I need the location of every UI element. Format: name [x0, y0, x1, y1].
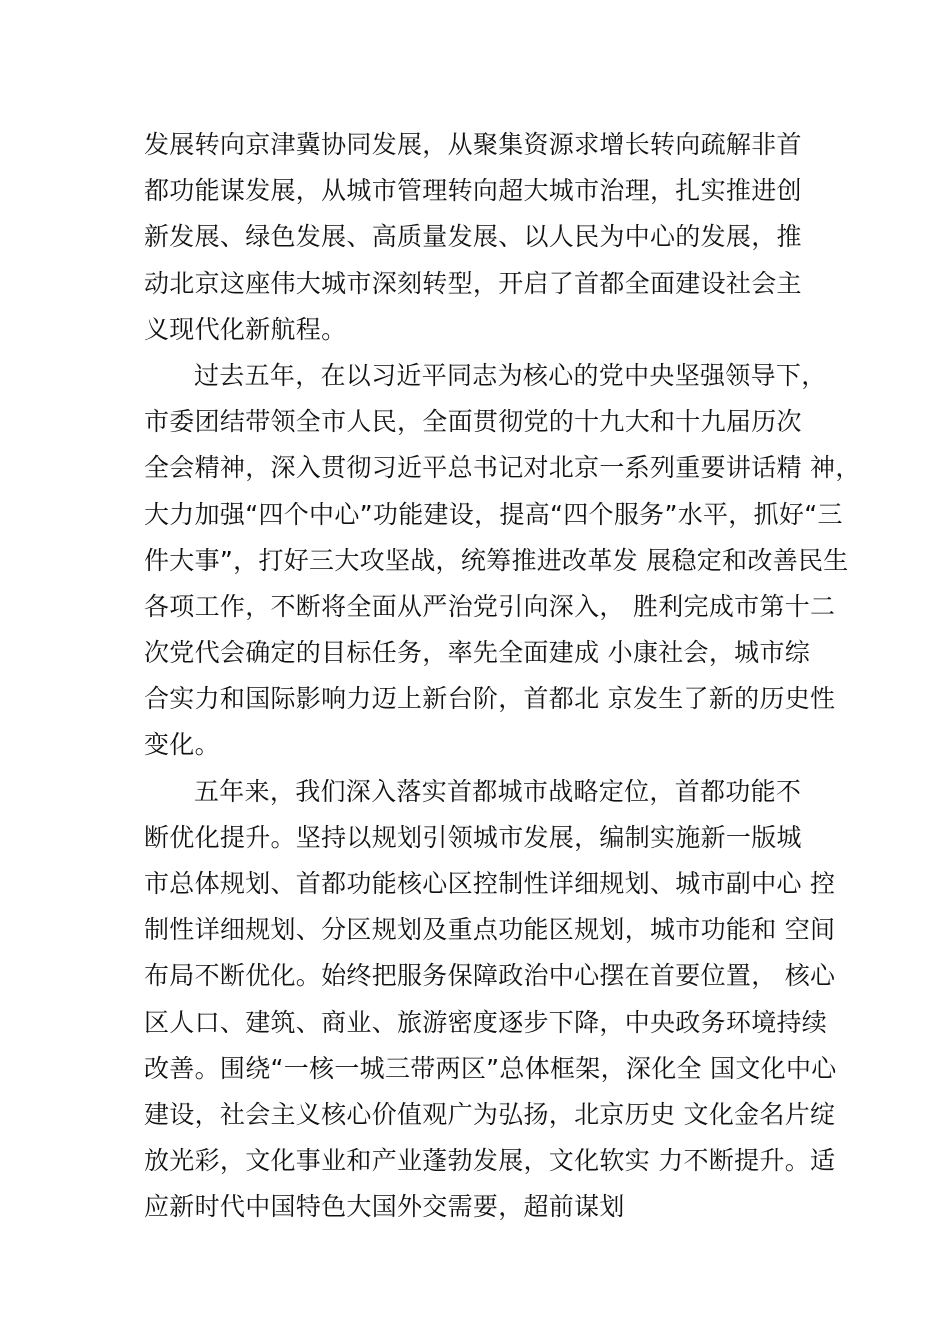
text-line: 发展转向京津冀协同发展，从聚集资源求增长转向疏解非首 — [144, 130, 802, 159]
text-line: 布局不断优化。始终把服务保障政治中心摆在首要位置， 核心 — [144, 961, 836, 991]
text-line: 断优化提升。坚持以规划引领城市发展，编制实施新一版城 — [144, 822, 802, 852]
paragraph-first-line: 过去五年，在以习近平同志为核心的党中央坚强领导下， — [194, 360, 827, 390]
text-line: 合实力和国际影响力迈上新台阶，首都北 京发生了新的历史性 — [144, 684, 836, 714]
text-line: 新发展、绿色发展、高质量发展、以人民为中心的发展，推 — [144, 222, 802, 252]
text-line: 区人口、建筑、商业、旅游密度逐步下降，中央政务环境持续 — [144, 1007, 828, 1037]
text-line: 变化。 — [144, 730, 220, 760]
paragraph-first-line: 五年来，我们深入落实首都城市战略定位，首都功能不 — [194, 776, 802, 806]
text-line: 市总体规划、首都功能核心区控制性详细规划、城市副中心 控 — [144, 869, 836, 898]
text-line: 次党代会确定的目标任务，率先全面建成 小康社会，城市综 — [144, 638, 811, 668]
text-line: 应新时代中国特色大国外交需要，超前谋划 — [144, 1192, 625, 1222]
text-line: 各项工作，不断将全面从严治党引向深入， 胜利完成市第十二 — [144, 591, 836, 621]
text-line: 改善。围绕“一核一城三带两区”总体框架，深化全 国文化中心 — [144, 1053, 837, 1083]
text-line: 都功能谋发展，从城市管理转向超大城市治理，扎实推进创 — [144, 176, 802, 206]
text-line: 建设，社会主义核心价值观广为弘扬，北京历史 文化金名片绽 — [144, 1099, 836, 1129]
text-line: 义现代化新航程。 — [144, 314, 347, 344]
document-body — [144, 122, 864, 1231]
text-line: 放光彩，文化事业和产业蓬勃发展，文化软实 力不断提升。适 — [144, 1146, 836, 1176]
text-line: 市委团结带领全市人民，全面贯彻党的十九大和十九届历次 — [144, 407, 802, 437]
text-line: 件大事”，打好三大攻坚战，统筹推进改革发 展稳定和改善民生 — [144, 545, 849, 575]
text-line: 大力加强“四个中心”功能建设，提高“四个服务”水平，抓好“三 — [144, 499, 843, 529]
text-line: 制性详细规划、分区规划及重点功能区规划，城市功能和 空间 — [144, 915, 836, 945]
text-line: 全会精神，深入贯彻习近平总书记对北京一系列重要讲话精 神， — [144, 453, 861, 483]
text-line: 动北京这座伟大城市深刻转型，开启了首都全面建设社会主 — [144, 268, 802, 298]
